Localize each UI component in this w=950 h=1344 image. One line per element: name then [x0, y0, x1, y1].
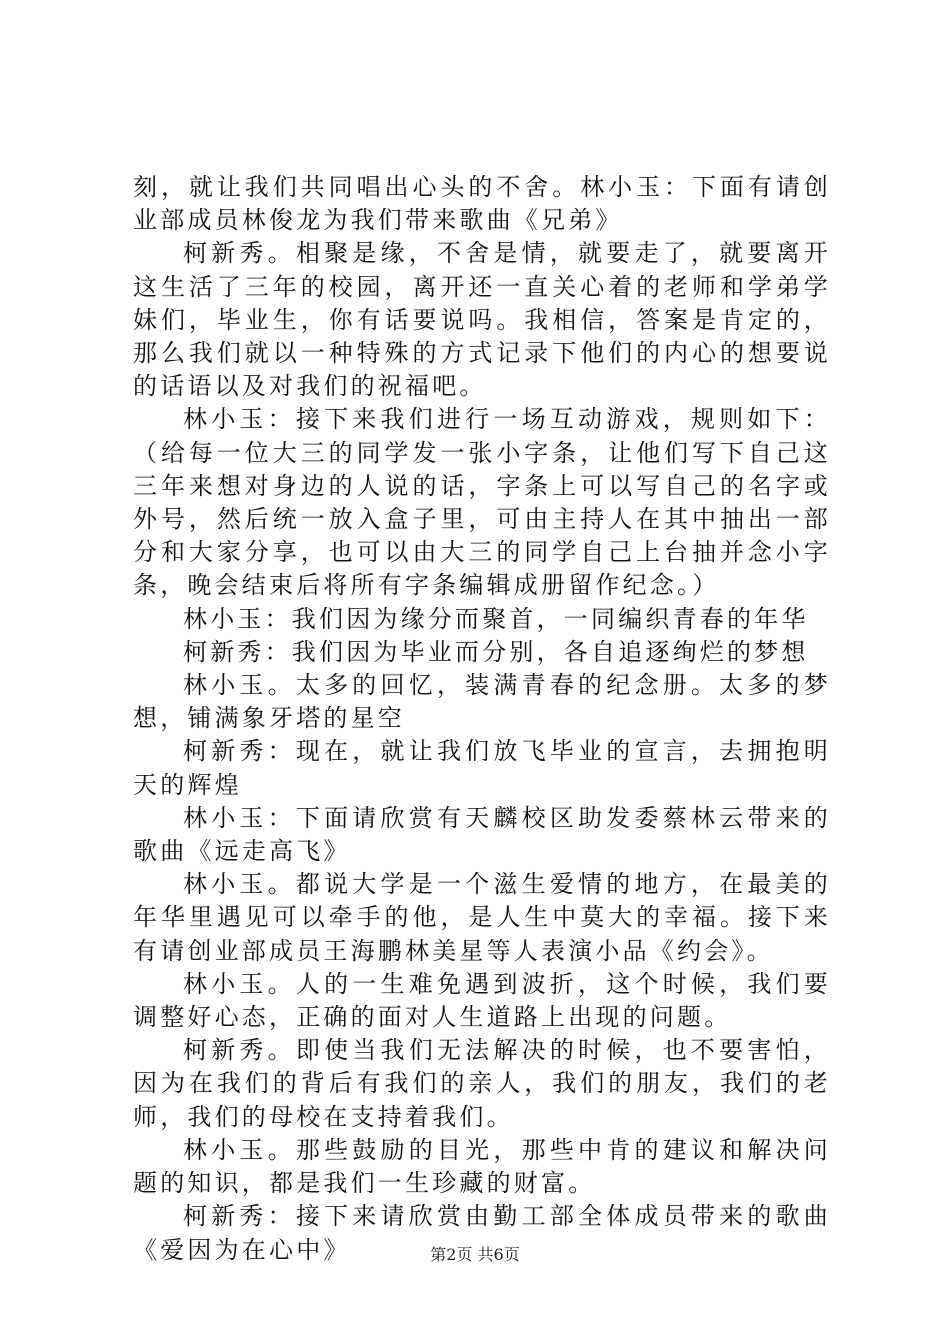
paragraph: 刻，就让我们共同唱出心头的不舍。林小玉：下面有请创业部成员林俊龙为我们带来歌曲《兄弟》: [133, 173, 831, 235]
page-number-footer: 第2页 共6页: [430, 1245, 520, 1264]
paragraph: 林小玉：我们因为缘分而聚首，一同编织青春的年华: [183, 604, 809, 633]
paragraph: 林小玉。人的一生难免遇到波折，这个时候，我们要调整好心态，正确的面对人生道路上出现的问题。: [133, 969, 831, 1032]
paragraph: 林小玉。太多的回忆，装满青春的纪念册。太多的梦想，铺满象牙塔的星空: [133, 671, 831, 733]
paragraph: 柯新秀。相聚是缘，不舍是情，就要走了，就要离开这生活了三年的校园，离开还一直关心着的老师和学弟学妹们，毕业生，你有话要说吗。我相信，答案是肯定的，那么我们就以一种特殊的方式记录下他们的内心的想要说的话语以及对我们的祝福吧。: [133, 239, 831, 401]
paragraph: 柯新秀：我们因为毕业而分别，各自追逐绚烂的梦想: [183, 637, 809, 666]
document-body: [133, 171, 831, 1267]
paragraph: 林小玉。都说大学是一个滋生爱情的地方，在最美的年华里遇见可以牵手的他，是人生中莫大的幸福。接下来有请创业部成员王海鹏林美星等人表演小品《约会》。: [133, 870, 831, 965]
paragraph: 柯新秀。即使当我们无法解决的时候，也不要害怕，因为在我们的背后有我们的亲人，我们的朋友，我们的老师，我们的母校在支持着我们。: [133, 1036, 831, 1131]
paragraph: 林小玉：接下来我们进行一场互动游戏，规则如下：（给每一位大三的同学发一张小字条，让他们写下自己这三年来想对身边的人说的话，字条上可以写自己的名字或外号，然后统一放入盒子里，可由主持人在其中抽出一部分和大家分享，也可以由大三的同学自己上台抽并念小字条，晚会结束后将所有字条编辑成册留作纪念。）: [133, 405, 831, 600]
paragraph: 柯新秀：接下来请欣赏由勤工部全体成员带来的歌曲《爱因为在心中》: [133, 1202, 831, 1264]
paragraph: 林小玉。那些鼓励的目光，那些中肯的建议和解决问题的知识，都是我们一生珍藏的财富。: [133, 1135, 831, 1198]
paragraph: 林小玉：下面请欣赏有天麟校区助发委蔡林云带来的歌曲《远走高飞》: [133, 803, 831, 866]
paragraph: 柯新秀：现在，就让我们放飞毕业的宣言，去拥抱明天的辉煌: [133, 737, 831, 799]
